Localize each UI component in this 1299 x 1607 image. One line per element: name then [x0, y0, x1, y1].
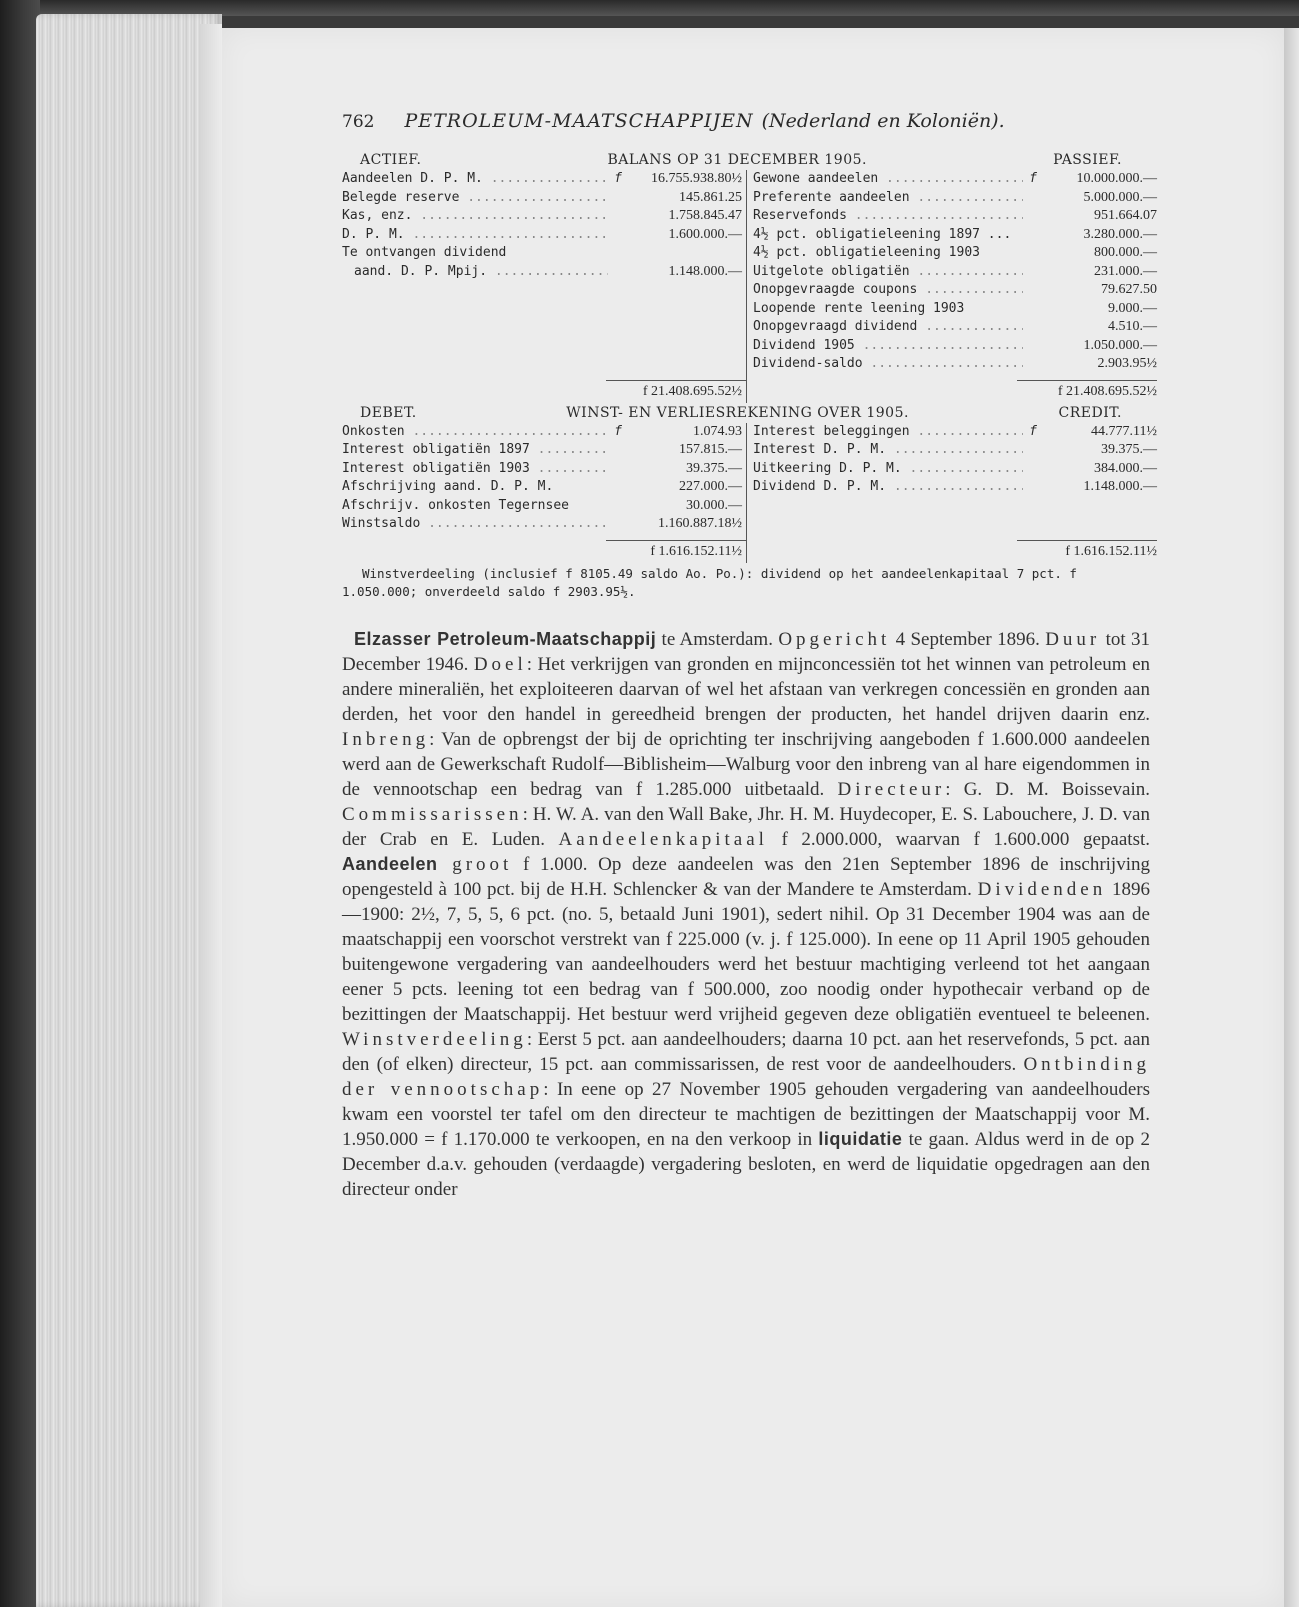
table-row: Aandeelen D. P. M. ..... f 16.755.938.80½	[342, 170, 746, 189]
table-row: Uitkeering D. P. M. ..... 384.000.—	[753, 460, 1157, 479]
keyword-liquidatie: liquidatie	[818, 1128, 903, 1149]
table-row: aand. D. P. Mpij. ..... 1.148.000.—	[342, 263, 746, 282]
debet-column	[342, 423, 747, 563]
total-debet: f 1.616.152.11½	[650, 543, 742, 559]
table-row: 4½ pct. obligatieleening 1903 800.000.—	[753, 245, 1157, 260]
page-gutter	[200, 24, 222, 1607]
keyword-groot: groot	[437, 853, 513, 875]
company-article: Elzasser Petroleum-Maatschappij te Amsterdam. Opgericht 4 September 1896. Duur tot 31 December 1946. Doel: Het verkrijgen van gronden en mijnconcessiën tot het winnen van petroleum en andere mineraliën, het exploiteeren daarvan of wel het afstaan van verkregen concessiën en gronden aan derden, het voor den handel in gereedheid brengen der producten, het handel drijven daarin enz. Inbreng: Van de opbrengst der bij de oprichting ter inschrijving aangeboden f 1.600.000 aandeelen werd aan de Gewerkschaft Rudolf—Biblisheim—Walburg voor den inbreng van al hare eigendommen in de vennootschap een bedrag van f 1.285.000 uitbetaald. Directeur: G. D. M. Boissevain. Commissarissen: H. W. A. van den Wall Bake, Jhr. H. M. Huydecoper, E. S. Labouchere, J. D. van der Crab en E. Luden. Aandeelenkapitaal f 2.000.000, waarvan f 1.600.000 gepaatst. Aandeelen groot f 1.000. Op deze aandeelen was den 21en September 1896 de inschrijving opengesteld à 100 pct. bij de H.H. Schlencker & van der Mandere te Amsterdam. Dividenden 1896—1900: 2½, 7, 5, 5, 6 pct. (no. 5, betaald Juni 1901), sedert nihil. Op 31 December 1904 was aan de maatschappij een voorschot verstrekt van f 225.000 (v. j. f 125.000). In eene op 11 April 1905 gehouden buitengewone vergadering van aandeelhouders werd het bestuur machtiging verleend tot het aangaan eener 5 pcts. leening tot een bedrag van f 500.000, zoo noodig onder hypothecair verband op de bezittingen der Maatschappij. Het bestuur werd vrijheid gegeven deze obligatiën eventueel te beleenen. Winstverdeeling: Eerst 5 pct. aan aandeelhouders; daarna 10 pct. aan het reservefonds, 5 pct. aan den (of elken) directeur, 15 pct. aan commissarissen, de rest voor de aandeelhouders. Ontbinding der vennootschap: In eene op 27 November 1905 gehouden vergadering van aandeelhouders kwam een voorstel ter tafel om den directeur te machtigen de bezittingen der Maatschappij voor M. 1.950.000 = f 1.170.000 te verkoopen, en na den verkoop in liquidatie te gaan. Aldus werd in de op 2 December d.a.v. gehouden (verdaagde) vergadering besloten, en werd de liquidatie opgedragen aan den directeur onder	[342, 628, 1151, 1200]
keyword-ontbinding: Ontbinding der vennootschap	[342, 1053, 1150, 1100]
section-subtitle: (Nederland en Koloniën).	[761, 110, 1005, 132]
table-row: Preferente aandeelen ..... 5.000.000.—	[753, 189, 1157, 208]
total-passief: f 21.408.695.52½	[1057, 383, 1157, 399]
page-right-edge	[1284, 28, 1299, 1607]
table-row: Dividend-saldo ..... 2.903.95½	[753, 355, 1157, 374]
keyword-aandeelen: Aandeelen	[342, 853, 438, 874]
page-content	[342, 110, 1157, 1202]
keyword-commissarissen: Commissarissen	[342, 803, 523, 825]
table-row: Afschrijving aand. D. P. M. 227.000.—	[342, 479, 742, 494]
keyword-inbreng: Inbreng	[342, 728, 430, 750]
page-number: 762	[342, 112, 375, 132]
keyword-aandeelenkapitaal: Aandeelenkapitaal	[558, 828, 768, 850]
actief-heading: ACTIEF.	[360, 152, 422, 168]
balance-sheet	[342, 170, 1157, 403]
running-head	[342, 110, 1150, 132]
actief-column	[342, 170, 747, 403]
profit-loss-account	[342, 423, 1157, 563]
balance-caption	[342, 152, 1150, 168]
balance-title: BALANS OP 31 DECEMBER 1905.	[607, 152, 867, 168]
book-page-edges	[36, 14, 222, 1607]
table-row: Loopende rente leening 1903 9.000.—	[753, 300, 1157, 316]
table-row: D. P. M. ..... 1.600.000.—	[342, 226, 746, 245]
table-row: 4½ pct. obligatieleening 1897 ... 3.280.000.—	[753, 226, 1157, 242]
passief-heading: PASSIEF.	[1053, 152, 1122, 168]
table-row: Reservefonds ..... 951.664.07	[753, 207, 1157, 226]
table-row: Winstsaldo ..... 1.160.887.18½	[342, 515, 746, 534]
table-row: Dividend 1905 ..... 1.050.000.—	[753, 337, 1157, 356]
credit-column	[747, 423, 1157, 563]
keyword-winstverdeeling: Winstverdeeling	[342, 1028, 527, 1050]
profit-distribution-note: Winstverdeeling (inclusief f 8105.49 saldo Ao. Po.): dividend op het aandeelenkapitaal 7 pct. f 1.050.000; onverdeeld saldo f 2903.95½.	[342, 565, 1077, 599]
credit-heading: CREDIT.	[1058, 404, 1122, 421]
table-row: Interest beleggingen ..... f 44.777.11½	[753, 423, 1157, 442]
keyword-doel: Doel	[473, 653, 527, 675]
keyword-directeur: Directeur	[837, 778, 946, 800]
table-row: Onopgevraagde coupons ..... 79.627.50	[753, 281, 1157, 300]
book-cover	[0, 0, 40, 1607]
pl-caption	[342, 405, 1150, 421]
company-name: Elzasser Petroleum-Maatschappij	[354, 628, 657, 649]
table-row: Onkosten ..... f 1.074.93	[342, 423, 746, 442]
table-row: Dividend D. P. M. ..... 1.148.000.—	[753, 478, 1157, 497]
table-row: Uitgelote obligatiën ..... 231.000.—	[753, 263, 1157, 282]
total-credit: f 1.616.152.11½	[1065, 543, 1157, 559]
table-row: Gewone aandeelen ..... f 10.000.000.—	[753, 170, 1157, 189]
debet-heading: DEBET.	[360, 404, 417, 421]
table-row: Interest obligatiën 1897 ..... 157.815.—	[342, 441, 746, 460]
table-row: Belegde reserve ..... 145.861.25	[342, 189, 746, 208]
table-row: Te ontvangen dividend	[342, 245, 507, 260]
table-row: Kas, enz. ..... 1.758.845.47	[342, 207, 746, 226]
passief-column	[747, 170, 1157, 403]
total-actief: f 21.408.695.52½	[642, 383, 742, 399]
section-title: PETROLEUM-MAATSCHAPPIJEN	[404, 110, 754, 132]
table-row: Interest obligatiën 1903 ..... 39.375.—	[342, 460, 746, 479]
keyword-opgericht: Opgericht	[778, 628, 891, 650]
pl-title: WINST- EN VERLIESREKENING OVER 1905.	[566, 404, 909, 421]
keyword-dividenden: Dividenden	[977, 878, 1107, 900]
table-row: Afschrijv. onkosten Tegernsee 30.000.—	[342, 497, 742, 513]
table-row: Interest D. P. M. ..... 39.375.—	[753, 441, 1157, 460]
keyword-duur: Duur	[1045, 628, 1101, 650]
table-row: Onopgevraagd dividend ..... 4.510.—	[753, 318, 1157, 337]
